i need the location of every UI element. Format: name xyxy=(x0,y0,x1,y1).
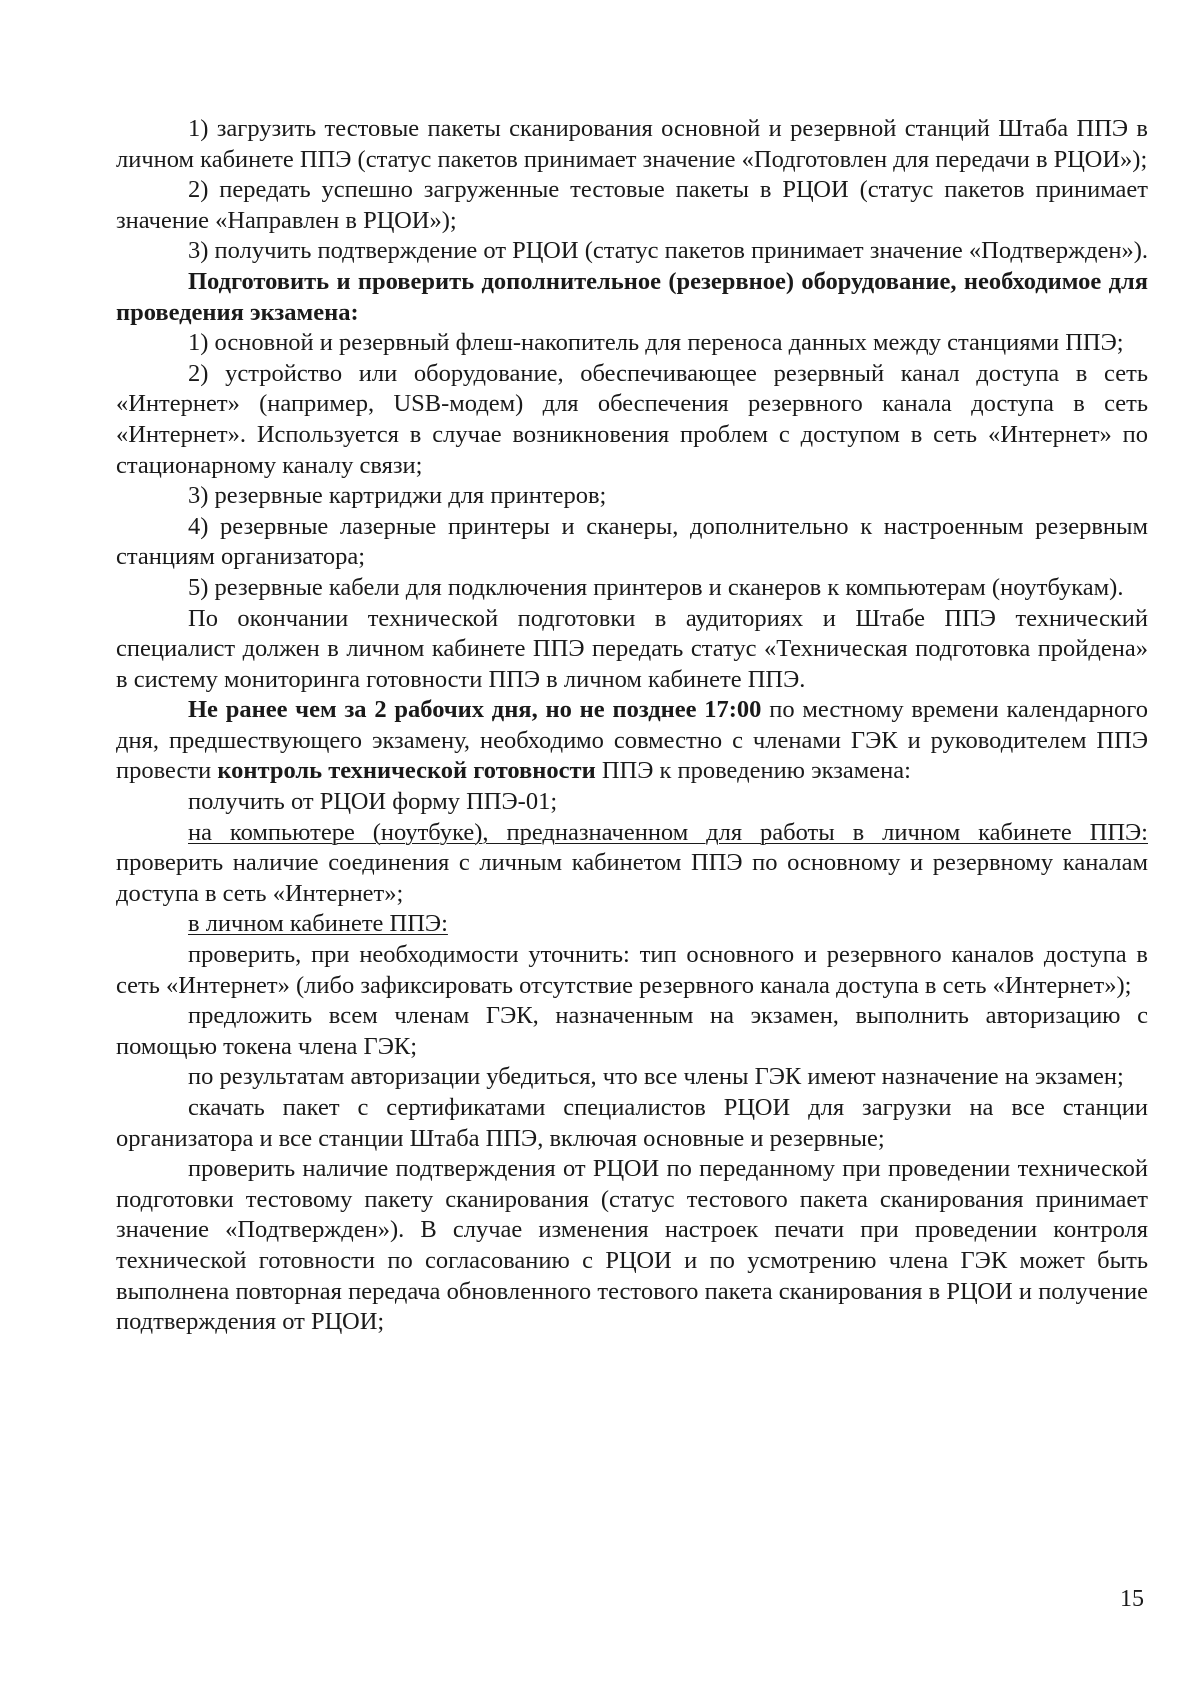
paragraph-check-channels: проверить, при необходимости уточнить: тип основного и резервного каналов доступа в сеть «Интернет» (либо зафиксировать отсутствие резервного канала доступа в сеть «Интернет»); xyxy=(116,941,1148,999)
paragraph-send-test-packages: 2) передать успешно загруженные тестовые пакеты в РЦОИ (статус пакетов принимает значение «Направлен в РЦОИ»); xyxy=(116,176,1148,234)
paragraph-authorization-result: по результатам авторизации убедиться, что все члены ГЭК имеют назначение на экзамен; xyxy=(188,1063,1124,1091)
paragraph-computer-check: на компьютере (ноутбуке), предназначенном для работы в личном кабинете ППЭ: проверить наличие соединения с личным кабинетом ППЭ по основному и резервному каналам доступа в сеть «Интернет»; xyxy=(116,818,1148,907)
paragraph-reserve-cartridges: 3) резервные картриджи для принтеров; xyxy=(188,482,607,510)
paragraph-reserve-channel-device: 2) устройство или оборудование, обеспечивающее резервный канал доступа в сеть «Интернет» (например, USB-модем) для обеспечения резервного канала доступа в сеть «Интернет». Используется в случае возникновения проблем с доступом в сеть «Интернет» по стационарному каналу связи; xyxy=(116,359,1148,479)
paragraph-personal-account-heading: в личном кабинете ППЭ: xyxy=(188,910,448,938)
paragraph-download-certificates: скачать пакет с сертификатами специалистов РЦОИ для загрузки на все станции организатора и все станции Штаба ППЭ, включая основные и резервные; xyxy=(116,1094,1148,1152)
page-number: 15 xyxy=(1120,1586,1144,1612)
paragraph-check-confirmation: проверить наличие подтверждения от РЦОИ по переданному при проведении технической подготовки тестовому пакету сканирования (статус тестового пакета сканирования принимает значение «Подтвержден»). В случае изменения настроек печати при проведении контроля технической готовности по согласованию с РЦОИ и по усмотрению члена ГЭК может быть выполнена повторная передача обновленного тестового пакета сканирования в РЦОИ и получение подтверждения от РЦОИ; xyxy=(116,1155,1148,1336)
paragraph-reserve-printers: 4) резервные лазерные принтеры и сканеры, дополнительно к настроенным резервным станциям организатора; xyxy=(116,512,1148,571)
paragraph-load-test-packages: 1) загрузить тестовые пакеты сканирования основной и резервной станций Штаба ППЭ в личном кабинете ППЭ (статус пакетов принимает значение «Подготовлен для передачи в РЦОИ»); xyxy=(116,115,1148,173)
paragraph-flash-drive: 1) основной и резервный флеш-накопитель для переноса данных между станциями ППЭ; xyxy=(188,329,1124,357)
paragraph-get-form: получить от РЦОИ форму ППЭ-01; xyxy=(188,788,558,816)
paragraph-get-confirmation: 3) получить подтверждение от РЦОИ (статус пакетов принимает значение «Подтвержден»). xyxy=(188,237,1148,265)
document-page xyxy=(116,114,1148,1338)
paragraph-technical-readiness-control: Не ранее чем за 2 рабочих дня, но не позднее 17:00 по местному времени календарного дня, предшествующего экзамену, необходимо совместно с членами ГЭК и руководителем ППЭ провести контроль технической готовности ППЭ к проведению экзамена: xyxy=(116,696,1148,785)
paragraph-authorization: предложить всем членам ГЭК, назначенным на экзамен, выполнить авторизацию с помощью токена члена ГЭК; xyxy=(116,1002,1148,1060)
paragraph-status-transfer: По окончании технической подготовки в аудиториях и Штабе ППЭ технический специалист должен в личном кабинете ППЭ передать статус «Техническая подготовка пройдена» в систему мониторинга готовности ППЭ в личном кабинете ППЭ. xyxy=(116,604,1148,693)
paragraph-reserve-equipment-heading: Подготовить и проверить дополнительное (резервное) оборудование, необходимое для проведения экзамена: xyxy=(116,267,1148,326)
paragraph-reserve-cables: 5) резервные кабели для подключения принтеров и сканеров к компьютерам (ноутбукам). xyxy=(188,573,1124,601)
